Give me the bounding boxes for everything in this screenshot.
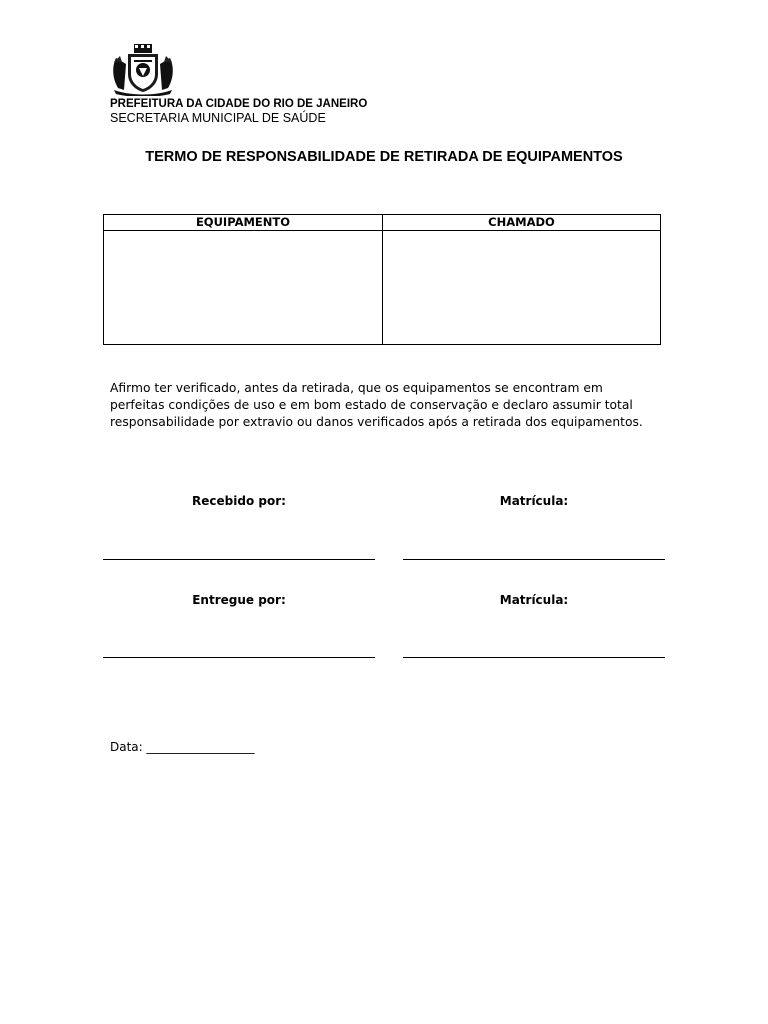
- table-row: [104, 231, 661, 345]
- organization-name: PREFEITURA DA CIDADE DO RIO DE JANEIRO: [110, 98, 368, 110]
- received-registration-line[interactable]: [403, 559, 665, 560]
- city-coat-of-arms-logo: [110, 44, 176, 96]
- department-name: SECRETARIA MUNICIPAL DE SAÚDE: [110, 111, 326, 125]
- received-registration-label: Matrícula:: [499, 494, 569, 508]
- delivered-by-signature-line[interactable]: [103, 657, 375, 658]
- delivered-by-label: Entregue por:: [192, 593, 286, 607]
- equipment-table: [103, 214, 661, 345]
- delivered-registration-label: Matrícula:: [499, 593, 569, 607]
- column-header-ticket: CHAMADO: [383, 215, 661, 231]
- delivered-registration-line[interactable]: [403, 657, 665, 658]
- document-title: TERMO DE RESPONSABILIDADE DE RETIRADA DE EQUIPAMENTOS: [145, 149, 623, 165]
- date-field[interactable]: Data: __________________: [110, 740, 255, 754]
- ticket-cell[interactable]: [383, 231, 661, 345]
- column-header-equipment: EQUIPAMENTO: [104, 215, 383, 231]
- received-by-signature-line[interactable]: [103, 559, 375, 560]
- equipment-cell[interactable]: [104, 231, 383, 345]
- received-by-label: Recebido por:: [192, 494, 286, 508]
- responsibility-statement: Afirmo ter verificado, antes da retirada, que os equipamentos se encontram em perfeitas condições de uso e em bom estado de conservação e declaro assumir total responsabilidade por extravio ou danos verificados após a retirada dos equipamentos.: [110, 381, 643, 429]
